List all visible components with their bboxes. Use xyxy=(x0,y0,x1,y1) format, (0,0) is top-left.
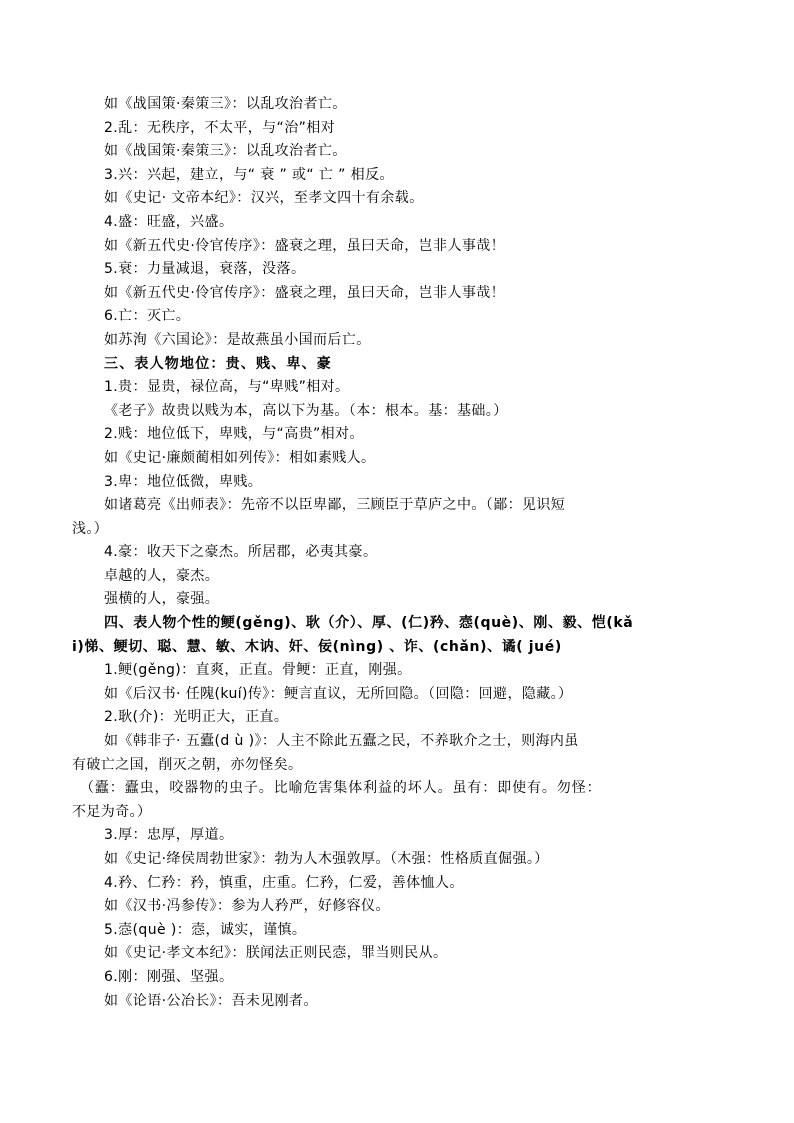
text-line: 如《史记· 文帝本纪》：汉兴，至孝文四十有余载。 xyxy=(104,190,424,207)
text-line: 《老子》故贵以贱为本，高以下为基。（本：根本。基：基础。） xyxy=(104,402,508,419)
text-line: 如《战国策·秦策三》：以乱攻治者亡。 xyxy=(104,143,347,160)
text-line: 4.盛：旺盛，兴盛。 xyxy=(104,213,234,230)
text-line: 如《史记·孝文本纪》：朕闻法正则民悫，罪当则民从。 xyxy=(104,945,448,962)
text-line: 2.贱：地位低下，卑贱，与“高贵”相对。 xyxy=(104,426,364,443)
text-line: 如《后汉书· 任隗(kuí)传》：鲠言直议，无所回隐。（回隐：回避，隐藏。） xyxy=(104,685,573,702)
text-line: 3.厚：忠厚，厚道。 xyxy=(104,827,234,844)
text-line: 2.乱：无秩序，不太平，与“治”相对 xyxy=(104,119,336,136)
text-line: 3.兴：兴起，建立，与“ 衰 ” 或“ 亡 ” 相反。 xyxy=(104,166,394,183)
text-line: 卓越的人，豪杰。 xyxy=(104,567,220,584)
text-line: 如《汉书·冯参传》：参为人矜严，好修容仪。 xyxy=(104,898,390,915)
text-line: 浅。） xyxy=(72,520,109,537)
text-line: 1.贵：显贵，禄位高，与“卑贱”相对。 xyxy=(104,379,350,396)
text-body xyxy=(0,93,794,1013)
text-line: 1.鲠(gěng)：直爽，正直。骨鲠：正直，刚强。 xyxy=(104,662,412,679)
text-line: 如《韩非子· 五蠹(d ù )》：人主不除此五蠹之民，不养耿介之士，则海内虽 xyxy=(104,733,579,750)
text-line: 4.矜、仁矜：矜，慎重，庄重。仁矜，仁爱，善体恤人。 xyxy=(104,874,464,891)
text-line: 5.悫(què )：悫，诚实，谨慎。 xyxy=(104,921,307,938)
text-line: 如《史记·绛侯周勃世家》：勃为人木强敦厚。（木强：性格质直倔强。） xyxy=(104,851,549,867)
section-heading: 四、表人物个性的鲠(gěng)、耿（介）、厚、(仁)矜、悫(què)、刚、毅、恺(kǎ xyxy=(104,615,634,632)
text-line: 5.衰：力量减退，衰落，没落。 xyxy=(104,261,306,278)
text-line: 不足为奇。） xyxy=(72,803,152,820)
text-line: 6.亡：灭亡。 xyxy=(104,308,191,325)
text-line: 有破亡之国，削灭之朝，亦勿怪矣。 xyxy=(72,756,303,773)
text-line: 如《论语·公冶长》：吾未见刚者。 xyxy=(104,992,318,1009)
text-line: 如苏洵《六国论》：是故燕虽小国而后亡。 xyxy=(104,331,371,348)
text-line: （蠹：蠹虫，咬器物的虫子。比喻危害集体利益的坏人。虽有：即使有。勿怪： xyxy=(80,780,602,797)
section-heading: 三、表人物地位：贵、贱、卑、豪 xyxy=(104,355,332,372)
text-line: 6.刚：刚强、坚强。 xyxy=(104,968,234,985)
text-line: 如诸葛亮《出师表》：先帝不以臣卑鄙，三顾臣于草庐之中。（鄙：见识短 xyxy=(104,497,566,514)
text-line: 4.豪：收天下之豪杰。所居郡，必夷其豪。 xyxy=(104,544,378,561)
text-line: 2.耿(介)：光明正大，正直。 xyxy=(104,709,289,726)
text-line: 强横的人，豪强。 xyxy=(104,591,220,608)
text-line: 3.卑：地位低微，卑贱。 xyxy=(104,473,263,490)
section-heading-continued: i)悌、鲠切、聪、慧、敏、木讷、奸、佞(nìng) 、诈、(chǎn)、谲( jué) xyxy=(72,638,562,655)
text-line: 如《史记·廉颇蔺相如列传》：相如素贱人。 xyxy=(104,449,376,466)
text-line: 如《战国策·秦策三》：以乱攻治者亡。 xyxy=(104,96,347,112)
text-line: 如《新五代史·伶官传序》：盛衰之理，虽曰天命，岂非人事哉！ xyxy=(104,284,506,301)
text-line: 如《新五代史·伶官传序》：盛衰之理，虽曰天命，岂非人事哉！ xyxy=(104,237,506,254)
